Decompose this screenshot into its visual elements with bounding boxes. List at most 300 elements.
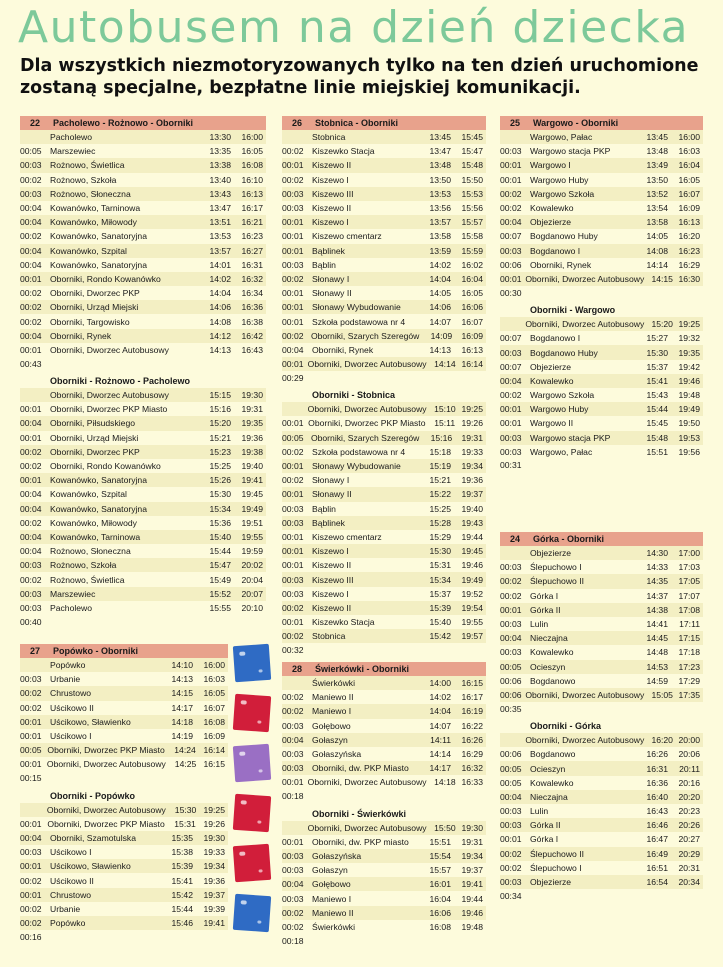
stop-duration: 00:03 <box>282 203 304 214</box>
departure-time-2: 19:31 <box>461 836 483 847</box>
table-row <box>20 530 266 544</box>
departure-time-1: 15:30 <box>646 347 668 358</box>
stop-name: Uścikowo, Sławienko <box>50 716 131 727</box>
table-row <box>20 402 266 416</box>
departure-time-1: 15:26 <box>209 475 231 486</box>
route-header <box>282 116 486 130</box>
stop-name: Kiszewo III <box>312 188 354 199</box>
stop-duration: 00:04 <box>20 546 42 557</box>
departure-time-1: 15:38 <box>171 847 193 858</box>
departure-time-1: 15:31 <box>429 560 451 571</box>
stop-name: Gołaszyn <box>312 734 348 745</box>
table-row <box>500 761 703 775</box>
stop-name: Szkoła podstawowa nr 4 <box>312 446 406 457</box>
departure-time-1: 16:20 <box>651 735 673 746</box>
return-route-total-time: 00:31 <box>500 460 522 471</box>
stop-name: Kowanówko, Sanatoryjna <box>50 259 147 270</box>
departure-time-2: 16:05 <box>241 146 263 157</box>
departure-time-2: 16:08 <box>203 716 225 727</box>
departure-time-2: 15:56 <box>461 203 483 214</box>
departure-time-1: 14:06 <box>209 302 231 313</box>
table-row <box>282 821 486 835</box>
return-route-name: Oborniki - Rożnowo - Pacholewo <box>50 376 191 386</box>
table-row <box>20 658 228 672</box>
stop-name: Słonawy II <box>312 288 352 299</box>
route-number: 24 <box>509 534 520 544</box>
table-row <box>282 215 486 229</box>
departure-time-2: 19:45 <box>241 489 263 500</box>
departure-time-1: 15:55 <box>209 602 231 613</box>
table-row <box>282 416 486 430</box>
departure-time-1: 16:51 <box>646 862 668 873</box>
stop-duration: 00:02 <box>20 875 42 886</box>
table-row <box>500 144 703 158</box>
table-row <box>282 835 486 849</box>
departure-time-2: 20:00 <box>678 735 700 746</box>
departure-time-2: 16:06 <box>461 302 483 313</box>
column-middle <box>282 114 486 660</box>
stop-name: Oborniki, Szarych Szeregów <box>310 330 420 341</box>
route-header <box>20 116 266 130</box>
stop-name: Oborniki, dw. PKP Miasto <box>312 763 409 774</box>
departure-time-2: 17:29 <box>678 675 700 686</box>
table-row <box>20 516 266 530</box>
stop-duration: 00:04 <box>500 375 522 386</box>
stop-duration: 00:02 <box>282 907 304 918</box>
column-right-lower <box>500 530 703 906</box>
column-left <box>20 114 266 632</box>
stop-duration: 00:07 <box>500 231 522 242</box>
page-title: Autobusem na dzień dziecka <box>18 2 690 53</box>
departure-time-2: 20:16 <box>678 777 700 788</box>
route-number: 28 <box>291 664 302 674</box>
stop-name: Kowalewko <box>530 203 574 214</box>
departure-time-1: 15:44 <box>646 404 668 415</box>
departure-time-1: 14:15 <box>651 273 673 284</box>
table-row <box>500 431 703 445</box>
stop-duration: 00:06 <box>500 259 522 270</box>
stop-name: Rożnowo, Słoneczna <box>50 188 131 199</box>
stop-duration: 00:02 <box>282 602 304 613</box>
departure-time-2: 20:34 <box>678 877 700 888</box>
table-row <box>282 704 486 718</box>
stop-name: Stobnica <box>312 631 346 642</box>
stop-duration: 00:04 <box>282 344 304 355</box>
stop-duration: 00:01 <box>500 404 522 415</box>
departure-time-2: 16:14 <box>203 745 225 756</box>
table-row <box>500 776 703 790</box>
departure-time-2: 15:53 <box>461 188 483 199</box>
departure-time-1: 13:56 <box>429 203 451 214</box>
table-row <box>20 831 228 845</box>
table-row <box>20 544 266 558</box>
departure-time-2: 19:30 <box>461 822 483 833</box>
table-row <box>500 272 703 286</box>
table-row <box>282 587 486 601</box>
route-name: Górka - Oborniki <box>533 534 605 544</box>
departure-time-1: 16:54 <box>646 877 668 888</box>
table-row <box>282 402 486 416</box>
departure-time-2: 20:31 <box>678 862 700 873</box>
departure-time-1: 15:52 <box>209 588 231 599</box>
stop-duration: 00:03 <box>500 562 522 573</box>
stop-duration: 00:03 <box>282 763 304 774</box>
departure-time-2: 20:20 <box>678 791 700 802</box>
departure-time-1: 14:02 <box>429 692 451 703</box>
table-row <box>20 672 228 686</box>
departure-time-1: 14:18 <box>434 777 456 788</box>
departure-time-1: 15:39 <box>429 602 451 613</box>
stop-duration: 00:01 <box>282 560 304 571</box>
stop-name: Oborniki, Dworzec PKP <box>50 446 140 457</box>
departure-time-2: 19:36 <box>203 875 225 886</box>
table-row <box>282 158 486 172</box>
departure-time-1: 15:40 <box>209 531 231 542</box>
stop-duration: 00:05 <box>500 661 522 672</box>
table-row <box>500 733 703 747</box>
stop-name: Marszewiec <box>50 146 96 157</box>
departure-time-1: 13:35 <box>209 146 231 157</box>
stop-name: Słonawy I <box>312 475 350 486</box>
stop-name: Oborniki, Szamotulska <box>50 832 136 843</box>
departure-time-1: 15:37 <box>646 361 668 372</box>
departure-time-2: 16:43 <box>241 344 263 355</box>
departure-time-2: 16:22 <box>461 720 483 731</box>
departure-time-1: 13:54 <box>646 203 668 214</box>
departure-time-1: 15:44 <box>171 903 193 914</box>
departure-time-1: 14:14 <box>646 259 668 270</box>
departure-time-2: 19:35 <box>241 418 263 429</box>
stop-name: Kiszewo II <box>312 602 352 613</box>
stop-duration: 00:02 <box>500 848 522 859</box>
stop-duration: 00:01 <box>500 604 522 615</box>
table-row <box>500 617 703 631</box>
return-route-total-time: 00:16 <box>20 931 42 942</box>
departure-time-1: 15:39 <box>171 861 193 872</box>
stop-name: Oborniki, Dworzec PKP Miasto <box>47 818 165 829</box>
stop-name: Bogdanowo Huby <box>530 347 598 358</box>
return-route-header <box>500 303 703 317</box>
table-row <box>500 560 703 574</box>
table-row <box>500 546 703 560</box>
table-row <box>500 345 703 359</box>
table-row <box>282 272 486 286</box>
departure-time-2: 16:23 <box>241 231 263 242</box>
departure-time-2: 19:40 <box>461 503 483 514</box>
departure-time-1: 14:38 <box>646 604 668 615</box>
departure-time-1: 15:23 <box>209 446 231 457</box>
departure-time-2: 19:25 <box>203 804 225 815</box>
stop-name: Górka I <box>530 834 559 845</box>
stop-name: Wargowo II <box>530 418 574 429</box>
departure-time-2: 16:38 <box>241 316 263 327</box>
table-row <box>282 863 486 877</box>
table-row <box>20 431 266 445</box>
stop-name: Bąblinek <box>312 517 345 528</box>
departure-time-2: 16:09 <box>203 731 225 742</box>
table-row <box>20 902 228 916</box>
departure-time-1: 14:04 <box>209 288 231 299</box>
departure-time-2: 19:42 <box>678 361 700 372</box>
departure-time-2: 16:17 <box>241 203 263 214</box>
return-route-header <box>20 789 228 803</box>
departure-time-2: 19:45 <box>461 546 483 557</box>
stop-name: Gołębowo <box>312 879 351 890</box>
stop-duration: 00:02 <box>282 273 304 284</box>
return-route-header <box>282 807 486 821</box>
stop-name: Kowanówko, Sanatoryjna <box>50 503 147 514</box>
departure-time-1: 15:50 <box>434 822 456 833</box>
departure-time-2: 20:02 <box>241 560 263 571</box>
stop-name: Oborniki, Dworzec Autobusowy <box>307 822 427 833</box>
departure-time-1: 15:42 <box>171 889 193 900</box>
stop-name: Kiszewo II <box>312 203 352 214</box>
departure-time-1: 15:30 <box>209 489 231 500</box>
departure-time-1: 15:37 <box>429 588 451 599</box>
stop-name: Oborniki, Targowisko <box>50 316 130 327</box>
table-row <box>282 877 486 891</box>
stop-duration: 00:01 <box>500 273 522 284</box>
departure-time-2: 19:44 <box>461 531 483 542</box>
route-number: 27 <box>29 646 40 656</box>
stop-duration: 00:03 <box>500 146 522 157</box>
departure-time-2: 16:34 <box>241 288 263 299</box>
departure-time-2: 16:15 <box>203 759 225 770</box>
stop-duration: 00:04 <box>20 418 42 429</box>
route-name: Świerkówki - Oborniki <box>315 664 410 674</box>
departure-time-1: 14:53 <box>646 661 668 672</box>
table-row <box>20 757 228 771</box>
stop-name: Kowanówko, Miłowody <box>50 517 137 528</box>
stop-name: Kiszewo I <box>312 546 349 557</box>
table-row <box>282 775 486 789</box>
stop-duration: 00:02 <box>20 288 42 299</box>
departure-time-1: 14:48 <box>646 647 668 658</box>
table-row <box>500 832 703 846</box>
stop-name: Oborniki, Dworzec PKP Miasto <box>50 404 168 415</box>
page-subtitle: Dla wszystkich niezmotoryzowanych tylko na ten dzień uruchomione zostaną specjalne, bezpłatne linie miejskiej komunikacji. <box>20 56 699 98</box>
departure-time-1: 14:08 <box>209 316 231 327</box>
table-row <box>282 201 486 215</box>
departure-time-2: 19:59 <box>241 546 263 557</box>
stop-duration: 00:07 <box>500 361 522 372</box>
departure-time-2: 19:34 <box>203 861 225 872</box>
table-row <box>282 920 486 934</box>
stop-duration: 00:03 <box>282 720 304 731</box>
departure-time-1: 15:16 <box>209 404 231 415</box>
stop-duration: 00:03 <box>20 602 42 613</box>
stop-name: Bąblinek <box>312 245 345 256</box>
stop-duration: 00:06 <box>500 749 522 760</box>
stop-duration: 00:01 <box>500 418 522 429</box>
stop-name: Kiszewko Stacja <box>312 617 375 628</box>
stop-duration: 00:04 <box>20 330 42 341</box>
departure-time-1: 14:07 <box>429 720 451 731</box>
stop-duration: 00:04 <box>500 791 522 802</box>
departure-time-2: 20:29 <box>678 848 700 859</box>
departure-time-2: 20:23 <box>678 806 700 817</box>
departure-time-1: 14:13 <box>429 344 451 355</box>
table-row <box>282 187 486 201</box>
return-route-header <box>282 388 486 402</box>
departure-time-2: 16:26 <box>461 734 483 745</box>
route-total-time: 00:29 <box>282 372 304 383</box>
departure-time-2: 16:04 <box>461 273 483 284</box>
table-row <box>20 803 228 817</box>
departure-time-1: 14:30 <box>646 548 668 559</box>
stop-name: Pacholewo <box>50 602 93 613</box>
route-block <box>20 644 228 943</box>
stop-name: Stobnica <box>312 132 346 143</box>
route-header <box>20 644 228 658</box>
bus-ticket-illustration <box>233 844 271 882</box>
table-row <box>500 818 703 832</box>
stop-duration: 00:06 <box>500 675 522 686</box>
stop-name: Gołaszyńska <box>312 850 362 861</box>
departure-time-2: 19:36 <box>461 475 483 486</box>
departure-time-1: 14:13 <box>171 674 193 685</box>
departure-time-2: 16:17 <box>461 692 483 703</box>
stop-duration: 00:03 <box>282 865 304 876</box>
departure-time-1: 14:04 <box>429 706 451 717</box>
departure-time-2: 19:46 <box>461 560 483 571</box>
stop-name: Wargowo stacja PKP <box>530 432 611 443</box>
stop-list <box>282 402 486 643</box>
departure-time-1: 15:25 <box>429 503 451 514</box>
departure-time-2: 16:13 <box>461 344 483 355</box>
departure-time-2: 16:13 <box>678 217 700 228</box>
route-block <box>282 116 486 656</box>
departure-time-1: 15:51 <box>429 836 451 847</box>
table-row <box>500 201 703 215</box>
stop-name: Gołaszyn <box>312 865 348 876</box>
table-row <box>20 144 266 158</box>
stop-duration: 00:03 <box>20 188 42 199</box>
stop-name: Świerkówki <box>312 921 355 932</box>
departure-time-2: 19:57 <box>461 631 483 642</box>
table-row <box>500 374 703 388</box>
departure-time-2: 19:37 <box>203 889 225 900</box>
stop-duration: 00:01 <box>20 475 42 486</box>
departure-time-2: 16:31 <box>241 259 263 270</box>
departure-time-1: 13:57 <box>429 217 451 228</box>
departure-time-2: 16:29 <box>678 259 700 270</box>
stop-name: Urbanie <box>50 674 81 685</box>
table-row <box>282 629 486 643</box>
departure-time-2: 19:49 <box>461 574 483 585</box>
stop-duration: 00:01 <box>282 531 304 542</box>
departure-time-2: 19:40 <box>241 461 263 472</box>
departure-time-1: 14:07 <box>429 316 451 327</box>
stop-name: Objezierze <box>530 361 572 372</box>
departure-time-2: 19:51 <box>241 517 263 528</box>
departure-time-1: 13:52 <box>646 188 668 199</box>
table-row <box>20 715 228 729</box>
stop-name: Nieczajna <box>530 791 568 802</box>
departure-time-2: 16:08 <box>241 160 263 171</box>
stop-name: Kiszewko Stacja <box>312 146 375 157</box>
departure-time-1: 15:28 <box>429 517 451 528</box>
return-route-name: Oborniki - Górka <box>530 721 602 732</box>
route-name: Stobnica - Oborniki <box>315 118 399 128</box>
departure-time-1: 15:35 <box>171 832 193 843</box>
stop-duration: 00:02 <box>20 231 42 242</box>
stop-name: Oborniki, Dworzec Autobusowy <box>307 777 427 788</box>
departure-time-2: 19:33 <box>461 446 483 457</box>
stop-name: Pacholewo <box>50 132 93 143</box>
departure-time-1: 15:20 <box>209 418 231 429</box>
table-row <box>500 747 703 761</box>
departure-time-1: 14:05 <box>646 231 668 242</box>
departure-time-2: 19:41 <box>461 879 483 890</box>
stop-name: Oborniki, Urząd Miejski <box>50 302 139 313</box>
departure-time-1: 16:40 <box>646 791 668 802</box>
table-row <box>500 158 703 172</box>
departure-time-1: 14:08 <box>646 245 668 256</box>
stop-name: Kowanówko, Szpital <box>50 489 127 500</box>
stop-name: Objezierze <box>530 548 572 559</box>
stop-name: Wargowo Huby <box>530 174 589 185</box>
stop-duration: 00:01 <box>20 344 42 355</box>
table-row <box>20 201 266 215</box>
departure-time-2: 20:26 <box>678 820 700 831</box>
stop-name: Oborniki, Dworzec PKP Miasto <box>308 418 426 429</box>
departure-time-2: 15:47 <box>461 146 483 157</box>
stop-name: Objezierze <box>530 877 572 888</box>
stop-duration: 00:04 <box>20 531 42 542</box>
departure-time-1: 14:15 <box>171 688 193 699</box>
stop-name: Bogdanowo <box>530 675 576 686</box>
departure-time-1: 16:31 <box>646 763 668 774</box>
departure-time-1: 15:54 <box>429 850 451 861</box>
table-row <box>20 173 266 187</box>
stop-name: Urbanie <box>50 903 81 914</box>
stop-duration: 00:02 <box>20 174 42 185</box>
stop-name: Słonawy I <box>312 273 350 284</box>
stop-duration: 00:01 <box>282 546 304 557</box>
table-row <box>20 873 228 887</box>
departure-time-1: 14:10 <box>171 660 193 671</box>
departure-time-1: 15:22 <box>429 489 451 500</box>
table-row <box>500 603 703 617</box>
table-row <box>500 790 703 804</box>
table-row <box>282 329 486 343</box>
route-number: 25 <box>509 118 520 128</box>
table-row <box>500 258 703 272</box>
stop-duration: 00:01 <box>20 404 42 415</box>
departure-time-2: 16:09 <box>678 203 700 214</box>
table-row <box>282 676 486 690</box>
column-right <box>500 114 703 476</box>
table-row <box>500 804 703 818</box>
table-row <box>20 572 266 586</box>
stop-duration: 00:03 <box>282 503 304 514</box>
table-row <box>20 286 266 300</box>
table-row <box>500 631 703 645</box>
route-total-time: 00:35 <box>500 703 522 714</box>
departure-time-2: 15:50 <box>461 174 483 185</box>
stop-name: Oborniki, Rynek <box>50 330 112 341</box>
stop-duration: 00:03 <box>500 347 522 358</box>
departure-time-1: 14:19 <box>171 731 193 742</box>
table-row <box>282 530 486 544</box>
departure-time-2: 17:15 <box>678 633 700 644</box>
stop-duration: 00:02 <box>20 903 42 914</box>
departure-time-2: 16:07 <box>678 188 700 199</box>
departure-time-1: 13:40 <box>209 174 231 185</box>
stop-name: Oborniki, Dworzec Autobusowy <box>307 359 427 370</box>
stop-duration: 00:04 <box>20 203 42 214</box>
